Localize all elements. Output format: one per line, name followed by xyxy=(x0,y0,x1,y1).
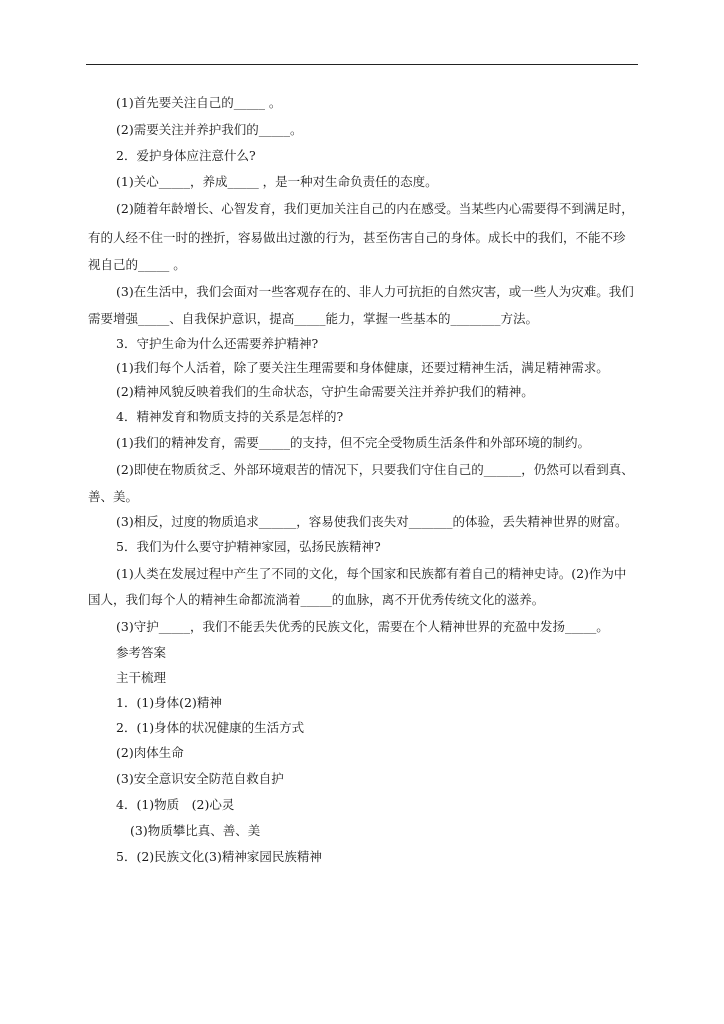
question-heading: 3．守护生命为什么还需要养护精神? xyxy=(116,336,319,351)
text-line: (1)我们的精神发育，需要_____的支持，但不完全受物质生活条件和外部环境的制约。 xyxy=(116,435,590,450)
question-heading: 5．我们为什么要守护精神家园，弘扬民族精神? xyxy=(116,539,381,554)
answer-line: 4．(1)物质 (2)心灵 xyxy=(116,797,235,812)
text-line: (2)需要关注并养护我们的_____。 xyxy=(116,122,303,137)
text-line: 善、美。 xyxy=(88,489,139,504)
answer-line: 5．(2)民族文化(3)精神家园民族精神 xyxy=(116,849,322,864)
question-heading: 4．精神发育和物质支持的关系是怎样的? xyxy=(116,409,344,424)
answer-line: 1．(1)身体(2)精神 xyxy=(116,695,222,710)
text-line: (1)我们每个人活着，除了要关注生理需要和身体健康，还要过精神生活，满足精神需求。 xyxy=(116,360,609,375)
text-line: (1)关心_____，养成_____ ，是一种对生命负责任的态度。 xyxy=(116,174,438,189)
answer-heading: 参考答案 xyxy=(116,645,167,660)
text-line: (2)精神风貌反映着我们的生命状态，守护生命需要关注并养护我们的精神。 xyxy=(116,384,534,399)
text-line: 需要增强_____、自我保护意识，提高_____能力，掌握一些基本的________方法。 xyxy=(88,311,539,326)
answer-line: (3)物质攀比真、善、美 xyxy=(130,823,261,838)
answer-line: (2)肉体生命 xyxy=(116,745,184,760)
header-rule xyxy=(86,64,638,65)
text-line: (1)首先要关注自己的_____ 。 xyxy=(116,95,282,110)
text-line: (2)即使在物质贫乏、外部环境艰苦的情况下，只要我们守住自己的______，仍然可以看到真、 xyxy=(116,462,634,477)
question-heading: 2．爱护身体应注意什么? xyxy=(116,148,256,163)
answer-line: (3)安全意识安全防范自救自护 xyxy=(116,771,284,786)
answer-line: 2．(1)身体的状况健康的生活方式 xyxy=(116,720,305,735)
text-line: (1)人类在发展过程中产生了不同的文化，每个国家和民族都有着自己的精神史诗。(2)作为中 xyxy=(116,566,627,581)
answer-subheading: 主干梳理 xyxy=(116,670,167,685)
text-line: (3)在生活中，我们会面对一些客观存在的、非人力可抗拒的自然灾害，或一些人为灾难。我们 xyxy=(116,284,634,299)
text-line: 国人，我们每个人的精神生命都流淌着_____的血脉，离不开优秀传统文化的滋养。 xyxy=(88,592,545,607)
text-line: (3)相反，过度的物质追求______，容易使我们丧失对_______的体验，丢失精神世界的财富。 xyxy=(116,514,628,529)
text-line: (2)随着年龄增长、心智发育，我们更加关注自己的内在感受。当某些内心需要得不到满足时， xyxy=(116,201,634,216)
text-line: (3)守护_____，我们不能丢失优秀的民族文化，需要在个人精神世界的充盈中发扬_____。 xyxy=(116,619,609,634)
text-line: 有的人经不住一时的挫折，容易做出过激的行为，甚至伤害自己的身体。成长中的我们，不能不珍 xyxy=(88,230,626,245)
text-line: 视自己的_____ 。 xyxy=(88,257,186,272)
